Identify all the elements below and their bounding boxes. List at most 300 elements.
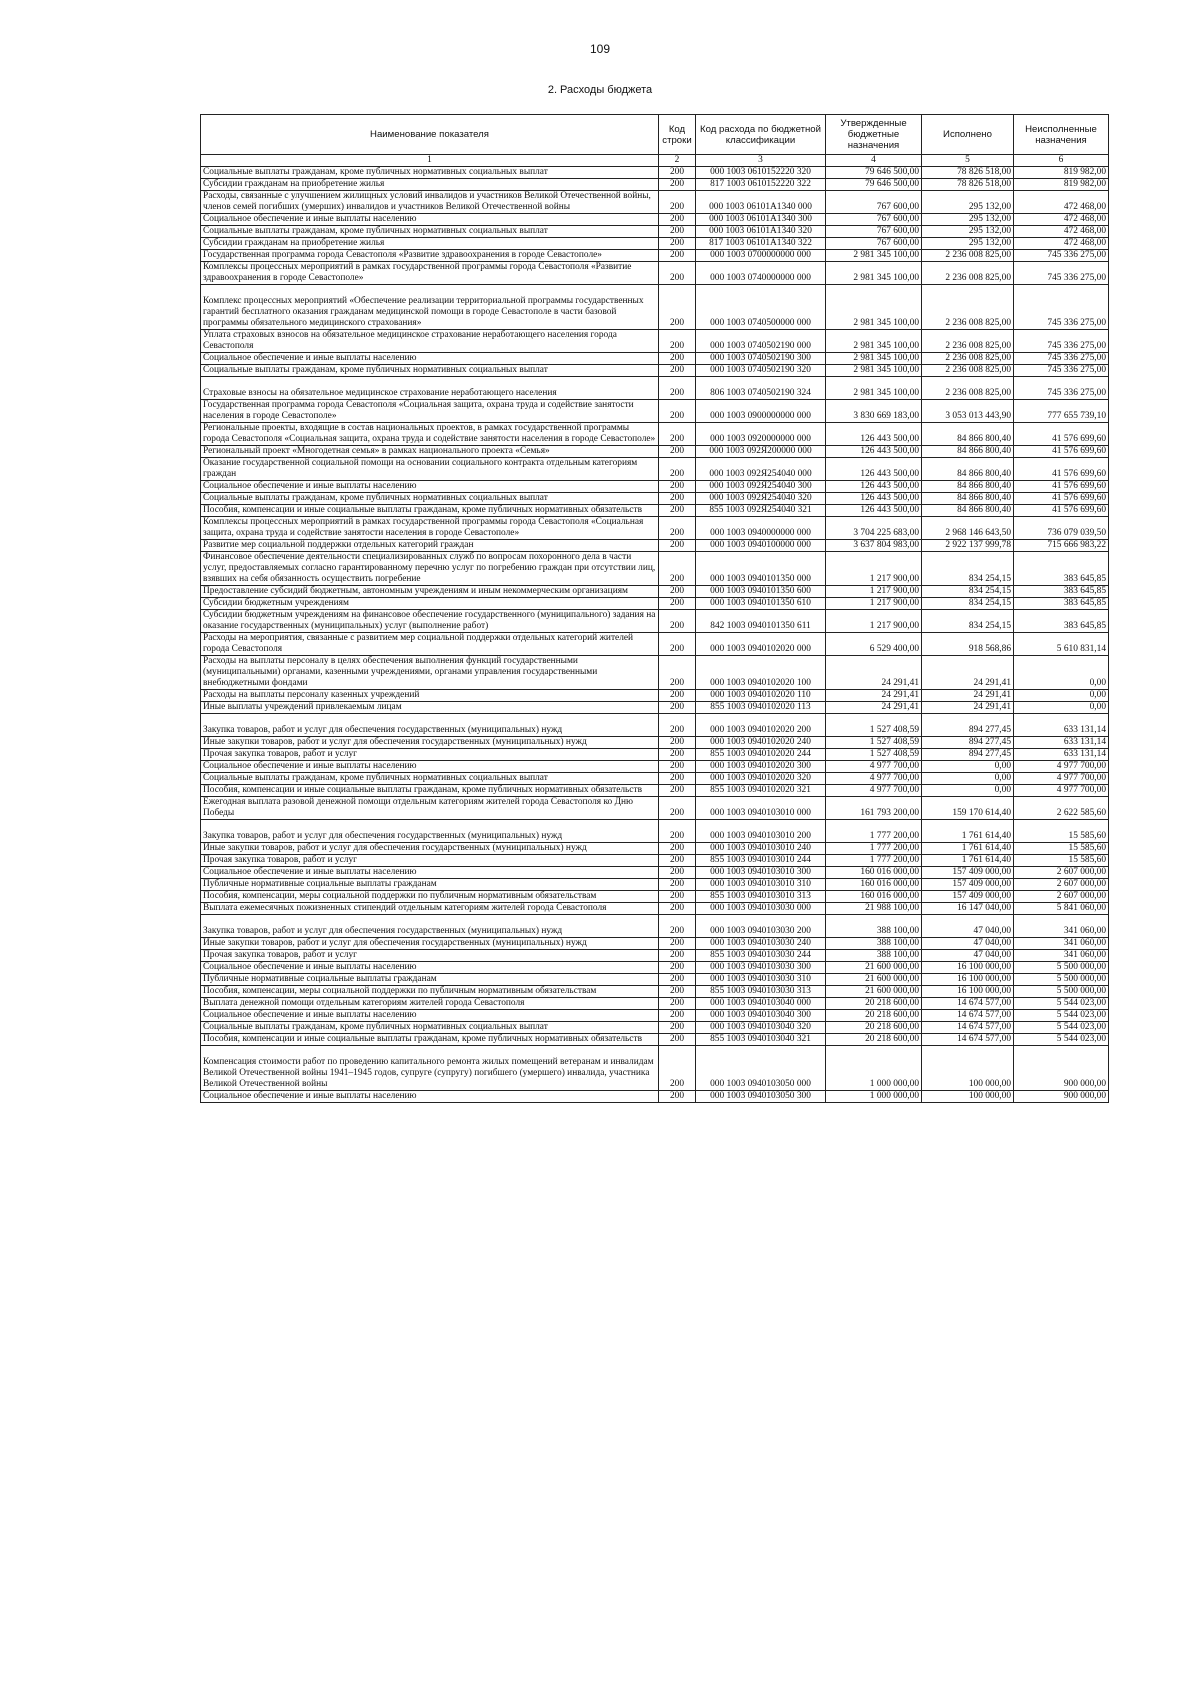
row-approved-cell: 1 527 408,59 [826, 737, 922, 749]
row-classification-code-cell: 000 1003 092Я254040 000 [696, 458, 826, 481]
row-line-code-cell: 200 [659, 238, 696, 250]
row-classification-code-cell: 000 1003 0940100000 000 [696, 540, 826, 552]
row-remaining-cell: 819 982,00 [1014, 179, 1109, 191]
row-name-cell: Региональный проект «Многодетная семья» в рамках национального проекта «Семья» [201, 446, 659, 458]
row-approved-cell: 388 100,00 [826, 915, 922, 938]
row-approved-cell: 4 977 700,00 [826, 785, 922, 797]
row-line-code-cell: 200 [659, 749, 696, 761]
row-classification-code-cell: 000 1003 092Я254040 300 [696, 481, 826, 493]
row-line-code-cell: 200 [659, 737, 696, 749]
row-classification-code-cell: 000 1003 06101А1340 300 [696, 214, 826, 226]
row-remaining-cell: 777 655 739,10 [1014, 400, 1109, 423]
table-row [201, 986, 1109, 998]
row-name-cell: Пособия, компенсации, меры социальной поддержки по публичным нормативным обязательствам [201, 986, 659, 998]
row-line-code-cell: 200 [659, 330, 696, 353]
table-row [201, 1046, 1109, 1091]
row-name-cell: Социальное обеспечение и иные выплаты населению [201, 481, 659, 493]
row-remaining-cell: 5 500 000,00 [1014, 962, 1109, 974]
row-remaining-cell: 900 000,00 [1014, 1091, 1109, 1103]
row-name-cell: Социальные выплаты гражданам, кроме публичных нормативных социальных выплат [201, 493, 659, 505]
row-line-code-cell: 200 [659, 1010, 696, 1022]
row-executed-cell: 84 866 800,40 [922, 493, 1014, 505]
row-remaining-cell: 745 336 275,00 [1014, 262, 1109, 285]
row-line-code-cell: 200 [659, 191, 696, 214]
row-line-code-cell: 200 [659, 1034, 696, 1046]
row-approved-cell: 2 981 345 100,00 [826, 330, 922, 353]
row-classification-code-cell: 000 1003 0940103010 240 [696, 843, 826, 855]
row-name-cell: Выплата денежной помощи отдельным категориям жителей города Севастополя [201, 998, 659, 1010]
row-executed-cell: 14 674 577,00 [922, 1034, 1014, 1046]
row-executed-cell: 0,00 [922, 773, 1014, 785]
row-approved-cell: 79 646 500,00 [826, 167, 922, 179]
row-name-cell: Социальные выплаты гражданам, кроме публичных нормативных социальных выплат [201, 167, 659, 179]
row-executed-cell: 157 409 000,00 [922, 879, 1014, 891]
row-line-code-cell: 200 [659, 226, 696, 238]
row-name-text: Страховые взносы на обязательное медицинское страхование неработающего населения [203, 388, 557, 398]
row-executed-cell: 16 100 000,00 [922, 986, 1014, 998]
row-remaining-cell: 41 576 699,60 [1014, 481, 1109, 493]
row-remaining-cell: 745 336 275,00 [1014, 377, 1109, 400]
row-line-code-cell: 200 [659, 262, 696, 285]
table-row [201, 285, 1109, 330]
table-row [201, 505, 1109, 517]
row-classification-code-cell: 855 1003 0940103010 313 [696, 891, 826, 903]
row-name-cell: Публичные нормативные социальные выплаты гражданам [201, 974, 659, 986]
row-executed-cell: 295 132,00 [922, 226, 1014, 238]
row-name-cell: Социальные выплаты гражданам, кроме публичных нормативных социальных выплат [201, 365, 659, 377]
row-name-cell: Пособия, компенсации и иные социальные выплаты гражданам, кроме публичных нормативных обязательств [201, 1034, 659, 1046]
row-remaining-cell: 745 336 275,00 [1014, 250, 1109, 262]
row-classification-code-cell: 855 1003 0940102020 321 [696, 785, 826, 797]
row-classification-code-cell: 855 1003 092Я254040 321 [696, 505, 826, 517]
row-remaining-cell: 633 131,14 [1014, 714, 1109, 737]
row-remaining-cell: 341 060,00 [1014, 915, 1109, 938]
row-remaining-cell: 472 468,00 [1014, 214, 1109, 226]
row-name-cell: Прочая закупка товаров, работ и услуг [201, 950, 659, 962]
row-name-cell: Пособия, компенсации, меры социальной поддержки по публичным нормативным обязательствам [201, 891, 659, 903]
header-remaining: Неисполненные назначения [1014, 115, 1109, 155]
column-index-cell: 5 [922, 155, 1014, 167]
row-approved-cell: 767 600,00 [826, 226, 922, 238]
row-executed-cell: 14 674 577,00 [922, 998, 1014, 1010]
row-name-cell: Социальное обеспечение и иные выплаты населению [201, 867, 659, 879]
row-remaining-cell: 5 544 023,00 [1014, 1034, 1109, 1046]
row-remaining-cell: 5 610 831,14 [1014, 633, 1109, 656]
row-remaining-cell: 5 500 000,00 [1014, 986, 1109, 998]
row-approved-cell: 24 291,41 [826, 656, 922, 690]
row-executed-cell: 100 000,00 [922, 1046, 1014, 1091]
row-approved-cell: 1 527 408,59 [826, 714, 922, 737]
budget-expenses-table [200, 114, 1109, 1103]
row-executed-cell: 2 236 008 825,00 [922, 250, 1014, 262]
table-row [201, 737, 1109, 749]
row-remaining-cell: 745 336 275,00 [1014, 330, 1109, 353]
row-remaining-cell: 5 544 023,00 [1014, 1010, 1109, 1022]
row-classification-code-cell: 000 1003 0740500000 000 [696, 285, 826, 330]
table-row [201, 656, 1109, 690]
row-name-cell: Расходы на выплаты персоналу в целях обеспечения выполнения функций государственными (муниципальными) органами, казенными учреждениями, органами управления государственными внебюджетными фондами [201, 656, 659, 690]
row-approved-cell: 21 600 000,00 [826, 962, 922, 974]
row-classification-code-cell: 855 1003 0940102020 244 [696, 749, 826, 761]
row-executed-cell: 834 254,15 [922, 610, 1014, 633]
row-line-code-cell: 200 [659, 552, 696, 586]
row-name-cell: Иные закупки товаров, работ и услуг для обеспечения государственных (муниципальных) нужд [201, 737, 659, 749]
row-remaining-cell: 900 000,00 [1014, 1046, 1109, 1091]
row-remaining-cell: 2 607 000,00 [1014, 867, 1109, 879]
row-name-cell: Комплексы процессных мероприятий в рамках государственной программы города Севастополя «Социальная защита, охрана труда и содействие занятости населения в городе Севастополе» [201, 517, 659, 540]
row-name-cell: Социальное обеспечение и иные выплаты населению [201, 214, 659, 226]
row-classification-code-cell: 855 1003 0940103030 244 [696, 950, 826, 962]
row-approved-cell: 1 777 200,00 [826, 820, 922, 843]
row-name-cell: Расходы на выплаты персоналу казенных учреждений [201, 690, 659, 702]
row-line-code-cell: 200 [659, 353, 696, 365]
row-name-text: Закупка товаров, работ и услуг для обеспечения государственных (муниципальных) нужд [203, 926, 563, 936]
row-line-code-cell: 200 [659, 598, 696, 610]
row-name-cell: Социальное обеспечение и иные выплаты населению [201, 353, 659, 365]
table-row [201, 891, 1109, 903]
table-row [201, 458, 1109, 481]
row-line-code-cell: 200 [659, 250, 696, 262]
row-name-cell [201, 820, 659, 843]
row-line-code-cell: 200 [659, 773, 696, 785]
table-row [201, 749, 1109, 761]
table-row [201, 690, 1109, 702]
row-line-code-cell: 200 [659, 505, 696, 517]
table-row [201, 761, 1109, 773]
row-remaining-cell: 736 079 039,50 [1014, 517, 1109, 540]
row-approved-cell: 1 217 900,00 [826, 610, 922, 633]
row-name-cell: Прочая закупка товаров, работ и услуг [201, 855, 659, 867]
row-name-cell: Государственная программа города Севастополя «Социальная защита, охрана труда и содействие занятости населения в городе Севастополе» [201, 400, 659, 423]
row-classification-code-cell: 000 1003 0940103010 310 [696, 879, 826, 891]
row-classification-code-cell: 000 1003 06101А1340 320 [696, 226, 826, 238]
row-remaining-cell: 0,00 [1014, 702, 1109, 714]
row-remaining-cell: 5 841 060,00 [1014, 903, 1109, 915]
row-classification-code-cell: 000 1003 06101А1340 000 [696, 191, 826, 214]
row-classification-code-cell: 000 1003 092Я254040 320 [696, 493, 826, 505]
row-name-cell: Ежегодная выплата разовой денежной помощи отдельным категориям жителей города Севастополя ко Дню Победы [201, 797, 659, 820]
row-line-code-cell: 200 [659, 179, 696, 191]
row-line-code-cell: 200 [659, 423, 696, 446]
row-executed-cell: 100 000,00 [922, 1091, 1014, 1103]
table-row [201, 481, 1109, 493]
column-index-cell: 1 [201, 155, 659, 167]
table-row [201, 915, 1109, 938]
row-approved-cell: 21 600 000,00 [826, 986, 922, 998]
table-row [201, 238, 1109, 250]
row-approved-cell: 126 443 500,00 [826, 446, 922, 458]
row-remaining-cell: 15 585,60 [1014, 855, 1109, 867]
row-executed-cell: 2 236 008 825,00 [922, 285, 1014, 330]
table-row [201, 540, 1109, 552]
row-remaining-cell: 383 645,85 [1014, 552, 1109, 586]
table-row [201, 820, 1109, 843]
row-classification-code-cell: 000 1003 0940103030 200 [696, 915, 826, 938]
row-name-cell: Расходы на мероприятия, связанные с развитием мер социальной поддержки отдельных категорий жителей города Севастополя [201, 633, 659, 656]
row-approved-cell: 2 981 345 100,00 [826, 365, 922, 377]
row-name-cell: Оказание государственной социальной помощи на основании социального контракта отдельным категориям граждан [201, 458, 659, 481]
row-executed-cell: 3 053 013 443,90 [922, 400, 1014, 423]
row-executed-cell: 295 132,00 [922, 238, 1014, 250]
row-executed-cell: 918 568,86 [922, 633, 1014, 656]
row-executed-cell: 78 826 518,00 [922, 167, 1014, 179]
row-approved-cell: 2 981 345 100,00 [826, 262, 922, 285]
row-approved-cell: 79 646 500,00 [826, 179, 922, 191]
row-name-cell: Социальное обеспечение и иные выплаты населению [201, 1010, 659, 1022]
row-approved-cell: 126 443 500,00 [826, 505, 922, 517]
row-approved-cell: 2 981 345 100,00 [826, 250, 922, 262]
table-row [201, 702, 1109, 714]
row-line-code-cell: 200 [659, 974, 696, 986]
row-executed-cell: 894 277,45 [922, 737, 1014, 749]
row-executed-cell: 47 040,00 [922, 915, 1014, 938]
table-row [201, 214, 1109, 226]
row-executed-cell: 157 409 000,00 [922, 867, 1014, 879]
row-executed-cell: 14 674 577,00 [922, 1022, 1014, 1034]
table-row [201, 493, 1109, 505]
header-line-code: Код строки [659, 115, 696, 155]
row-approved-cell: 160 016 000,00 [826, 879, 922, 891]
row-remaining-cell: 4 977 700,00 [1014, 785, 1109, 797]
row-executed-cell: 14 674 577,00 [922, 1010, 1014, 1022]
row-line-code-cell: 200 [659, 702, 696, 714]
row-executed-cell: 1 761 614,40 [922, 843, 1014, 855]
row-remaining-cell: 15 585,60 [1014, 820, 1109, 843]
table-row [201, 365, 1109, 377]
row-approved-cell: 1 217 900,00 [826, 552, 922, 586]
row-approved-cell: 160 016 000,00 [826, 867, 922, 879]
row-name-cell: Субсидии бюджетным учреждениям [201, 598, 659, 610]
row-line-code-cell: 200 [659, 962, 696, 974]
row-executed-cell: 894 277,45 [922, 749, 1014, 761]
row-name-cell: Расходы, связанные с улучшением жилищных условий инвалидов и участников Великой Отечественной войны, членов семей погибших (умерших) инвалидов и участников Великой Отечественной войны [201, 191, 659, 214]
row-line-code-cell: 200 [659, 633, 696, 656]
table-row [201, 903, 1109, 915]
row-remaining-cell: 5 544 023,00 [1014, 998, 1109, 1010]
row-classification-code-cell: 817 1003 06101А1340 322 [696, 238, 826, 250]
row-classification-code-cell: 855 1003 0940103040 321 [696, 1034, 826, 1046]
row-remaining-cell: 4 977 700,00 [1014, 773, 1109, 785]
row-classification-code-cell: 000 1003 0940103030 300 [696, 962, 826, 974]
row-approved-cell: 3 830 669 183,00 [826, 400, 922, 423]
row-executed-cell: 2 236 008 825,00 [922, 262, 1014, 285]
header-classification-code: Код расхода по бюджетной классификации [696, 115, 826, 155]
row-remaining-cell: 383 645,85 [1014, 586, 1109, 598]
table-row [201, 950, 1109, 962]
table-row [201, 773, 1109, 785]
table-row [201, 1022, 1109, 1034]
row-name-cell: Пособия, компенсации и иные социальные выплаты гражданам, кроме публичных нормативных обязательств [201, 505, 659, 517]
row-classification-code-cell: 000 1003 0940103050 300 [696, 1091, 826, 1103]
row-name-cell: Выплата ежемесячных пожизненных стипендий отдельным категориям жителей города Севастополя [201, 903, 659, 915]
row-line-code-cell: 200 [659, 365, 696, 377]
table-row [201, 446, 1109, 458]
row-name-cell: Социальное обеспечение и иные выплаты населению [201, 1091, 659, 1103]
row-name-cell: Развитие мер социальной поддержки отдельных категорий граждан [201, 540, 659, 552]
row-line-code-cell: 200 [659, 285, 696, 330]
row-line-code-cell: 200 [659, 950, 696, 962]
table-row [201, 191, 1109, 214]
row-executed-cell: 84 866 800,40 [922, 505, 1014, 517]
row-name-cell [201, 285, 659, 330]
row-name-cell: Социальное обеспечение и иные выплаты населению [201, 761, 659, 773]
row-executed-cell: 1 761 614,40 [922, 855, 1014, 867]
row-line-code-cell: 200 [659, 797, 696, 820]
row-executed-cell: 2 236 008 825,00 [922, 353, 1014, 365]
row-executed-cell: 24 291,41 [922, 656, 1014, 690]
table-row [201, 517, 1109, 540]
row-executed-cell: 295 132,00 [922, 191, 1014, 214]
table-row [201, 552, 1109, 586]
row-executed-cell: 2 236 008 825,00 [922, 377, 1014, 400]
table-row [201, 633, 1109, 656]
table-row [201, 226, 1109, 238]
table-row [201, 167, 1109, 179]
row-remaining-cell: 341 060,00 [1014, 950, 1109, 962]
row-classification-code-cell: 000 1003 0610152220 320 [696, 167, 826, 179]
row-name-cell: Субсидии бюджетным учреждениям на финансовое обеспечение государственного (муниципального) задания на оказание государственных (муниципальных) услуг (выполнение работ) [201, 610, 659, 633]
row-name-cell: Иные закупки товаров, работ и услуг для обеспечения государственных (муниципальных) нужд [201, 938, 659, 950]
row-remaining-cell: 41 576 699,60 [1014, 493, 1109, 505]
row-classification-code-cell: 842 1003 0940101350 611 [696, 610, 826, 633]
row-classification-code-cell: 000 1003 0740502190 300 [696, 353, 826, 365]
row-approved-cell: 388 100,00 [826, 938, 922, 950]
row-remaining-cell: 2 607 000,00 [1014, 879, 1109, 891]
row-classification-code-cell: 000 1003 092Я200000 000 [696, 446, 826, 458]
table-row [201, 1091, 1109, 1103]
row-approved-cell: 161 793 200,00 [826, 797, 922, 820]
column-index-cell: 4 [826, 155, 922, 167]
row-line-code-cell: 200 [659, 843, 696, 855]
row-approved-cell: 1 000 000,00 [826, 1091, 922, 1103]
table-row [201, 843, 1109, 855]
row-classification-code-cell: 000 1003 0900000000 000 [696, 400, 826, 423]
row-line-code-cell: 200 [659, 938, 696, 950]
row-executed-cell: 834 254,15 [922, 586, 1014, 598]
row-remaining-cell: 633 131,14 [1014, 749, 1109, 761]
page-number: 109 [589, 42, 611, 56]
row-name-cell: Финансовое обеспечение деятельности специализированных служб по вопросам похоронного дела в части услуг, предоставляемых согласно гарантированному перечню услуг по погребению граждан при отсутствии лиц, взявших на себя обязанность осуществить погребение [201, 552, 659, 586]
row-classification-code-cell: 000 1003 0740000000 000 [696, 262, 826, 285]
row-name-text: Компенсация стоимости работ по проведению капитального ремонта жилых помещений ветеранам и инвалидам Великой Отечественной войны 1941–1945 годов, супруге (супругу) погибшего (умершего) инвалида, участника Великой Отечественной войны [203, 1057, 654, 1089]
row-line-code-cell: 200 [659, 879, 696, 891]
row-classification-code-cell: 000 1003 0940102020 200 [696, 714, 826, 737]
row-approved-cell: 20 218 600,00 [826, 998, 922, 1010]
row-executed-cell: 157 409 000,00 [922, 891, 1014, 903]
row-line-code-cell: 200 [659, 761, 696, 773]
row-name-cell [201, 714, 659, 737]
row-remaining-cell: 472 468,00 [1014, 191, 1109, 214]
row-classification-code-cell: 000 1003 0940102020 300 [696, 761, 826, 773]
row-remaining-cell: 745 336 275,00 [1014, 353, 1109, 365]
row-name-cell: Социальные выплаты гражданам, кроме публичных нормативных социальных выплат [201, 1022, 659, 1034]
row-remaining-cell: 0,00 [1014, 690, 1109, 702]
row-name-cell [201, 377, 659, 400]
row-line-code-cell: 200 [659, 214, 696, 226]
row-classification-code-cell: 000 1003 0940102020 240 [696, 737, 826, 749]
row-remaining-cell: 745 336 275,00 [1014, 285, 1109, 330]
row-classification-code-cell: 855 1003 0940102020 113 [696, 702, 826, 714]
row-remaining-cell: 383 645,85 [1014, 598, 1109, 610]
table-row [201, 423, 1109, 446]
column-index-cell: 3 [696, 155, 826, 167]
row-executed-cell: 16 100 000,00 [922, 962, 1014, 974]
row-remaining-cell: 472 468,00 [1014, 238, 1109, 250]
row-line-code-cell: 200 [659, 986, 696, 998]
row-classification-code-cell: 855 1003 0940103010 244 [696, 855, 826, 867]
row-remaining-cell: 5 500 000,00 [1014, 974, 1109, 986]
row-name-cell: Социальное обеспечение и иные выплаты населению [201, 962, 659, 974]
column-index-cell: 2 [659, 155, 696, 167]
row-line-code-cell: 200 [659, 493, 696, 505]
row-line-code-cell: 200 [659, 785, 696, 797]
row-approved-cell: 21 600 000,00 [826, 974, 922, 986]
row-classification-code-cell: 000 1003 0940102020 320 [696, 773, 826, 785]
row-classification-code-cell: 000 1003 0940103040 320 [696, 1022, 826, 1034]
row-line-code-cell: 200 [659, 1091, 696, 1103]
row-remaining-cell: 15 585,60 [1014, 843, 1109, 855]
row-name-cell: Региональные проекты, входящие в состав национальных проектов, в рамках государственной программы города Севастополя «Социальная защита, охрана труда и содействие занятости населения в городе Севастополе» [201, 423, 659, 446]
header-indicator-name: Наименование показателя [201, 115, 659, 155]
row-name-cell: Социальные выплаты гражданам, кроме публичных нормативных социальных выплат [201, 773, 659, 785]
row-executed-cell: 78 826 518,00 [922, 179, 1014, 191]
row-executed-cell: 0,00 [922, 761, 1014, 773]
row-line-code-cell: 200 [659, 377, 696, 400]
row-executed-cell: 2 922 137 999,78 [922, 540, 1014, 552]
row-line-code-cell: 200 [659, 446, 696, 458]
row-remaining-cell: 0,00 [1014, 656, 1109, 690]
row-remaining-cell: 41 576 699,60 [1014, 423, 1109, 446]
column-index-row [201, 155, 1109, 167]
row-executed-cell: 894 277,45 [922, 714, 1014, 737]
row-approved-cell: 126 443 500,00 [826, 458, 922, 481]
row-line-code-cell: 200 [659, 820, 696, 843]
row-approved-cell: 2 981 345 100,00 [826, 353, 922, 365]
row-executed-cell: 2 236 008 825,00 [922, 365, 1014, 377]
row-approved-cell: 3 704 225 683,00 [826, 517, 922, 540]
row-classification-code-cell: 000 1003 0940103010 000 [696, 797, 826, 820]
row-approved-cell: 1 777 200,00 [826, 855, 922, 867]
header-approved: Утвержденные бюджетные назначения [826, 115, 922, 155]
row-approved-cell: 767 600,00 [826, 214, 922, 226]
row-name-cell: Уплата страховых взносов на обязательное медицинское страхование неработающего населения города Севастополя [201, 330, 659, 353]
row-approved-cell: 2 981 345 100,00 [826, 377, 922, 400]
row-classification-code-cell: 000 1003 0940103010 300 [696, 867, 826, 879]
row-executed-cell: 16 147 040,00 [922, 903, 1014, 915]
row-approved-cell: 24 291,41 [826, 690, 922, 702]
row-approved-cell: 767 600,00 [826, 238, 922, 250]
table-row [201, 938, 1109, 950]
row-executed-cell: 295 132,00 [922, 214, 1014, 226]
table-row [201, 974, 1109, 986]
row-approved-cell: 4 977 700,00 [826, 773, 922, 785]
row-classification-code-cell: 817 1003 0610152220 322 [696, 179, 826, 191]
table-row [201, 962, 1109, 974]
table-row [201, 998, 1109, 1010]
row-name-cell [201, 1046, 659, 1091]
row-approved-cell: 126 443 500,00 [826, 481, 922, 493]
table-row [201, 353, 1109, 365]
row-remaining-cell: 41 576 699,60 [1014, 505, 1109, 517]
row-executed-cell: 0,00 [922, 785, 1014, 797]
row-approved-cell: 20 218 600,00 [826, 1022, 922, 1034]
row-line-code-cell: 200 [659, 714, 696, 737]
table-row [201, 714, 1109, 737]
row-executed-cell: 1 761 614,40 [922, 820, 1014, 843]
table-row [201, 879, 1109, 891]
row-classification-code-cell: 000 1003 0700000000 000 [696, 250, 826, 262]
table-row [201, 377, 1109, 400]
